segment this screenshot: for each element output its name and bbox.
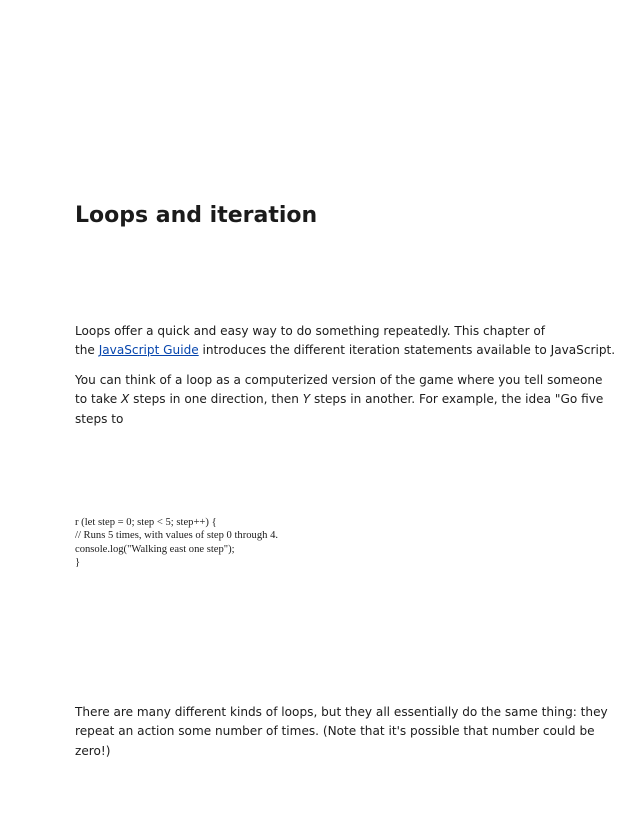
intro-line-1: Loops offer a quick and easy way to do something repeatedly. This chapter of xyxy=(75,324,546,338)
summary-paragraph xyxy=(75,703,608,761)
intro-line-2-start: the xyxy=(75,343,99,358)
code-line-4: } xyxy=(75,556,81,568)
analogy-paragraph xyxy=(75,371,604,429)
variable-x: X xyxy=(121,392,130,407)
summary-line-1: There are many different kinds of loops, but they all essentially do the same thing: they xyxy=(75,705,608,719)
analogy-line-2-c: steps in another. For example, the idea "Go five xyxy=(310,392,604,407)
intro-line-2-end: introduces the different iteration statements available to JavaScript. xyxy=(198,343,616,358)
variable-y: Y xyxy=(302,392,311,407)
analogy-line-2-b: steps in one direction, then xyxy=(129,392,303,407)
code-example xyxy=(75,516,278,569)
intro-paragraph xyxy=(75,322,616,361)
analogy-line-2-a: to take xyxy=(75,392,121,407)
page-title: Loops and iteration xyxy=(75,203,318,228)
code-line-3: console.log("Walking east one step"); xyxy=(75,543,235,555)
intro-line-2 xyxy=(75,341,616,360)
analogy-line-1: You can think of a loop as a computerized version of the game where you tell someone xyxy=(75,373,603,387)
summary-line-2: repeat an action some number of times. (Note that it's possible that number could be xyxy=(75,724,595,739)
code-line-2: // Runs 5 times, with values of step 0 through 4. xyxy=(75,530,279,542)
analogy-line-2 xyxy=(75,390,604,409)
summary-line-3: zero!) xyxy=(75,743,111,758)
code-line-1: r (let step = 0; step < 5; step++) { xyxy=(75,517,217,528)
analogy-line-3: steps to xyxy=(75,411,124,426)
javascript-guide-link[interactable]: JavaScript Guide xyxy=(98,343,199,358)
